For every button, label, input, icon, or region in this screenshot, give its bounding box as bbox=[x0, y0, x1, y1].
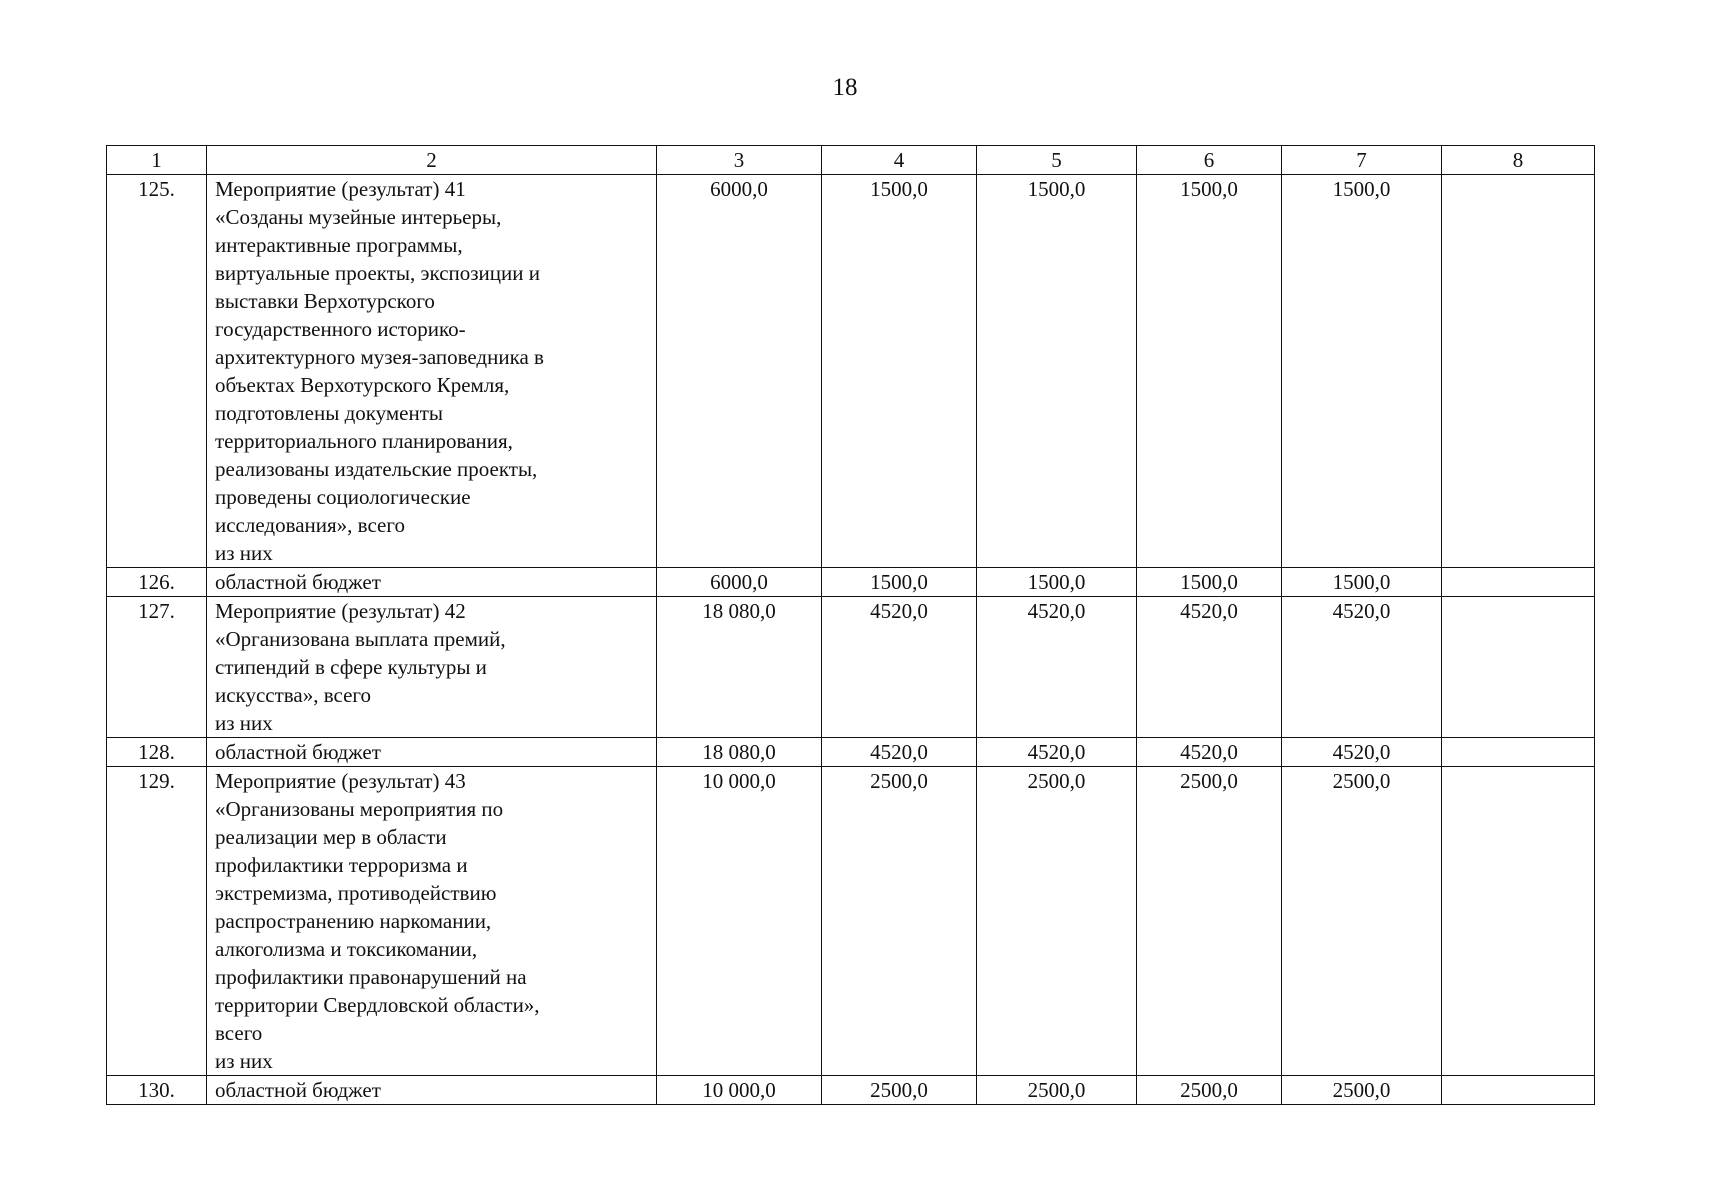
table-header bbox=[107, 146, 1595, 175]
cell-c5: 2500,0 bbox=[977, 767, 1137, 1076]
column-header: 1 bbox=[107, 146, 207, 175]
cell-c5: 1500,0 bbox=[977, 568, 1137, 597]
column-header: 7 bbox=[1282, 146, 1442, 175]
row-name-line: искусства», всего bbox=[215, 683, 372, 707]
row-name bbox=[207, 738, 657, 767]
row-name bbox=[207, 1076, 657, 1105]
row-name-line: проведены социологические bbox=[215, 485, 471, 509]
row-name-line: из них bbox=[215, 541, 273, 565]
cell-c6: 4520,0 bbox=[1137, 597, 1282, 738]
cell-c8 bbox=[1442, 175, 1595, 568]
cell-c6: 4520,0 bbox=[1137, 738, 1282, 767]
row-number: 126. bbox=[107, 568, 207, 597]
row-name-line: территории Свердловской области», bbox=[215, 993, 540, 1017]
cell-c8 bbox=[1442, 568, 1595, 597]
row-name-line: интерактивные программы, bbox=[215, 233, 463, 257]
cell-c7: 1500,0 bbox=[1282, 568, 1442, 597]
budget-table bbox=[106, 145, 1595, 1105]
row-name-line: экстремизма, противодействию bbox=[215, 881, 497, 905]
row-name-line: исследования», всего bbox=[215, 513, 405, 537]
header-row bbox=[107, 146, 1595, 175]
row-name-line: «Организованы мероприятия по bbox=[215, 797, 504, 821]
cell-c3: 18 080,0 bbox=[657, 597, 822, 738]
row-name-line: из них bbox=[215, 1049, 273, 1073]
column-header: 4 bbox=[822, 146, 977, 175]
row-number: 127. bbox=[107, 597, 207, 738]
cell-c7: 4520,0 bbox=[1282, 597, 1442, 738]
column-header: 6 bbox=[1137, 146, 1282, 175]
row-name-line: виртуальные проекты, экспозиции и bbox=[215, 261, 540, 285]
cell-c6: 1500,0 bbox=[1137, 568, 1282, 597]
row-name-line: из них bbox=[215, 711, 273, 735]
row-number: 125. bbox=[107, 175, 207, 568]
row-name-line: реализации мер в области bbox=[215, 825, 447, 849]
row-name bbox=[207, 568, 657, 597]
row-name-line: архитектурного музея-заповедника в bbox=[215, 345, 544, 369]
row-name-line: стипендий в сфере культуры и bbox=[215, 655, 487, 679]
table-row bbox=[107, 1076, 1595, 1105]
cell-c4: 1500,0 bbox=[822, 568, 977, 597]
column-header: 5 bbox=[977, 146, 1137, 175]
cell-c6: 2500,0 bbox=[1137, 1076, 1282, 1105]
row-name-line: областной бюджет bbox=[215, 740, 381, 764]
table-row bbox=[107, 568, 1595, 597]
row-name-line: «Организована выплата премий, bbox=[215, 627, 506, 651]
row-name bbox=[207, 597, 657, 738]
cell-c8 bbox=[1442, 738, 1595, 767]
row-name bbox=[207, 175, 657, 568]
cell-c5: 4520,0 bbox=[977, 738, 1137, 767]
row-name-line: алкоголизма и токсикомании, bbox=[215, 937, 478, 961]
cell-c4: 2500,0 bbox=[822, 767, 977, 1076]
row-name-line: объектах Верхотурского Кремля, bbox=[215, 373, 510, 397]
cell-c7: 4520,0 bbox=[1282, 738, 1442, 767]
row-name-line: областной бюджет bbox=[215, 570, 381, 594]
row-number: 128. bbox=[107, 738, 207, 767]
column-header: 2 bbox=[207, 146, 657, 175]
cell-c3: 6000,0 bbox=[657, 568, 822, 597]
row-name-line: подготовлены документы bbox=[215, 401, 444, 425]
row-number: 130. bbox=[107, 1076, 207, 1105]
cell-c3: 6000,0 bbox=[657, 175, 822, 568]
table-row bbox=[107, 767, 1595, 1076]
column-header: 8 bbox=[1442, 146, 1595, 175]
cell-c5: 4520,0 bbox=[977, 597, 1137, 738]
column-header: 3 bbox=[657, 146, 822, 175]
cell-c4: 4520,0 bbox=[822, 597, 977, 738]
row-name-line: выставки Верхотурского bbox=[215, 289, 435, 313]
row-name-line: областной бюджет bbox=[215, 1078, 381, 1102]
table-row bbox=[107, 597, 1595, 738]
row-name-line: профилактики правонарушений на bbox=[215, 965, 527, 989]
cell-c8 bbox=[1442, 1076, 1595, 1105]
cell-c4: 2500,0 bbox=[822, 1076, 977, 1105]
cell-c5: 2500,0 bbox=[977, 1076, 1137, 1105]
row-name-line: «Созданы музейные интерьеры, bbox=[215, 205, 502, 229]
row-name-line: Мероприятие (результат) 42 bbox=[215, 599, 466, 623]
page-number: 18 bbox=[832, 74, 858, 101]
cell-c4: 1500,0 bbox=[822, 175, 977, 568]
row-number: 129. bbox=[107, 767, 207, 1076]
row-name-line: Мероприятие (результат) 43 bbox=[215, 769, 466, 793]
cell-c7: 2500,0 bbox=[1282, 1076, 1442, 1105]
row-name-line: государственного историко- bbox=[215, 317, 466, 341]
cell-c3: 10 000,0 bbox=[657, 767, 822, 1076]
cell-c6: 2500,0 bbox=[1137, 767, 1282, 1076]
cell-c7: 1500,0 bbox=[1282, 175, 1442, 568]
cell-c3: 10 000,0 bbox=[657, 1076, 822, 1105]
cell-c3: 18 080,0 bbox=[657, 738, 822, 767]
cell-c8 bbox=[1442, 767, 1595, 1076]
row-name-line: распространению наркомании, bbox=[215, 909, 492, 933]
cell-c8 bbox=[1442, 597, 1595, 738]
row-name bbox=[207, 767, 657, 1076]
row-name-line: реализованы издательские проекты, bbox=[215, 457, 538, 481]
row-name-line: территориального планирования, bbox=[215, 429, 513, 453]
row-name-line: всего bbox=[215, 1021, 263, 1045]
table-row bbox=[107, 738, 1595, 767]
row-name-line: профилактики терроризма и bbox=[215, 853, 468, 877]
table-body bbox=[107, 175, 1595, 1105]
cell-c6: 1500,0 bbox=[1137, 175, 1282, 568]
cell-c5: 1500,0 bbox=[977, 175, 1137, 568]
row-name-line: Мероприятие (результат) 41 bbox=[215, 177, 466, 201]
table-row bbox=[107, 175, 1595, 568]
cell-c7: 2500,0 bbox=[1282, 767, 1442, 1076]
cell-c4: 4520,0 bbox=[822, 738, 977, 767]
